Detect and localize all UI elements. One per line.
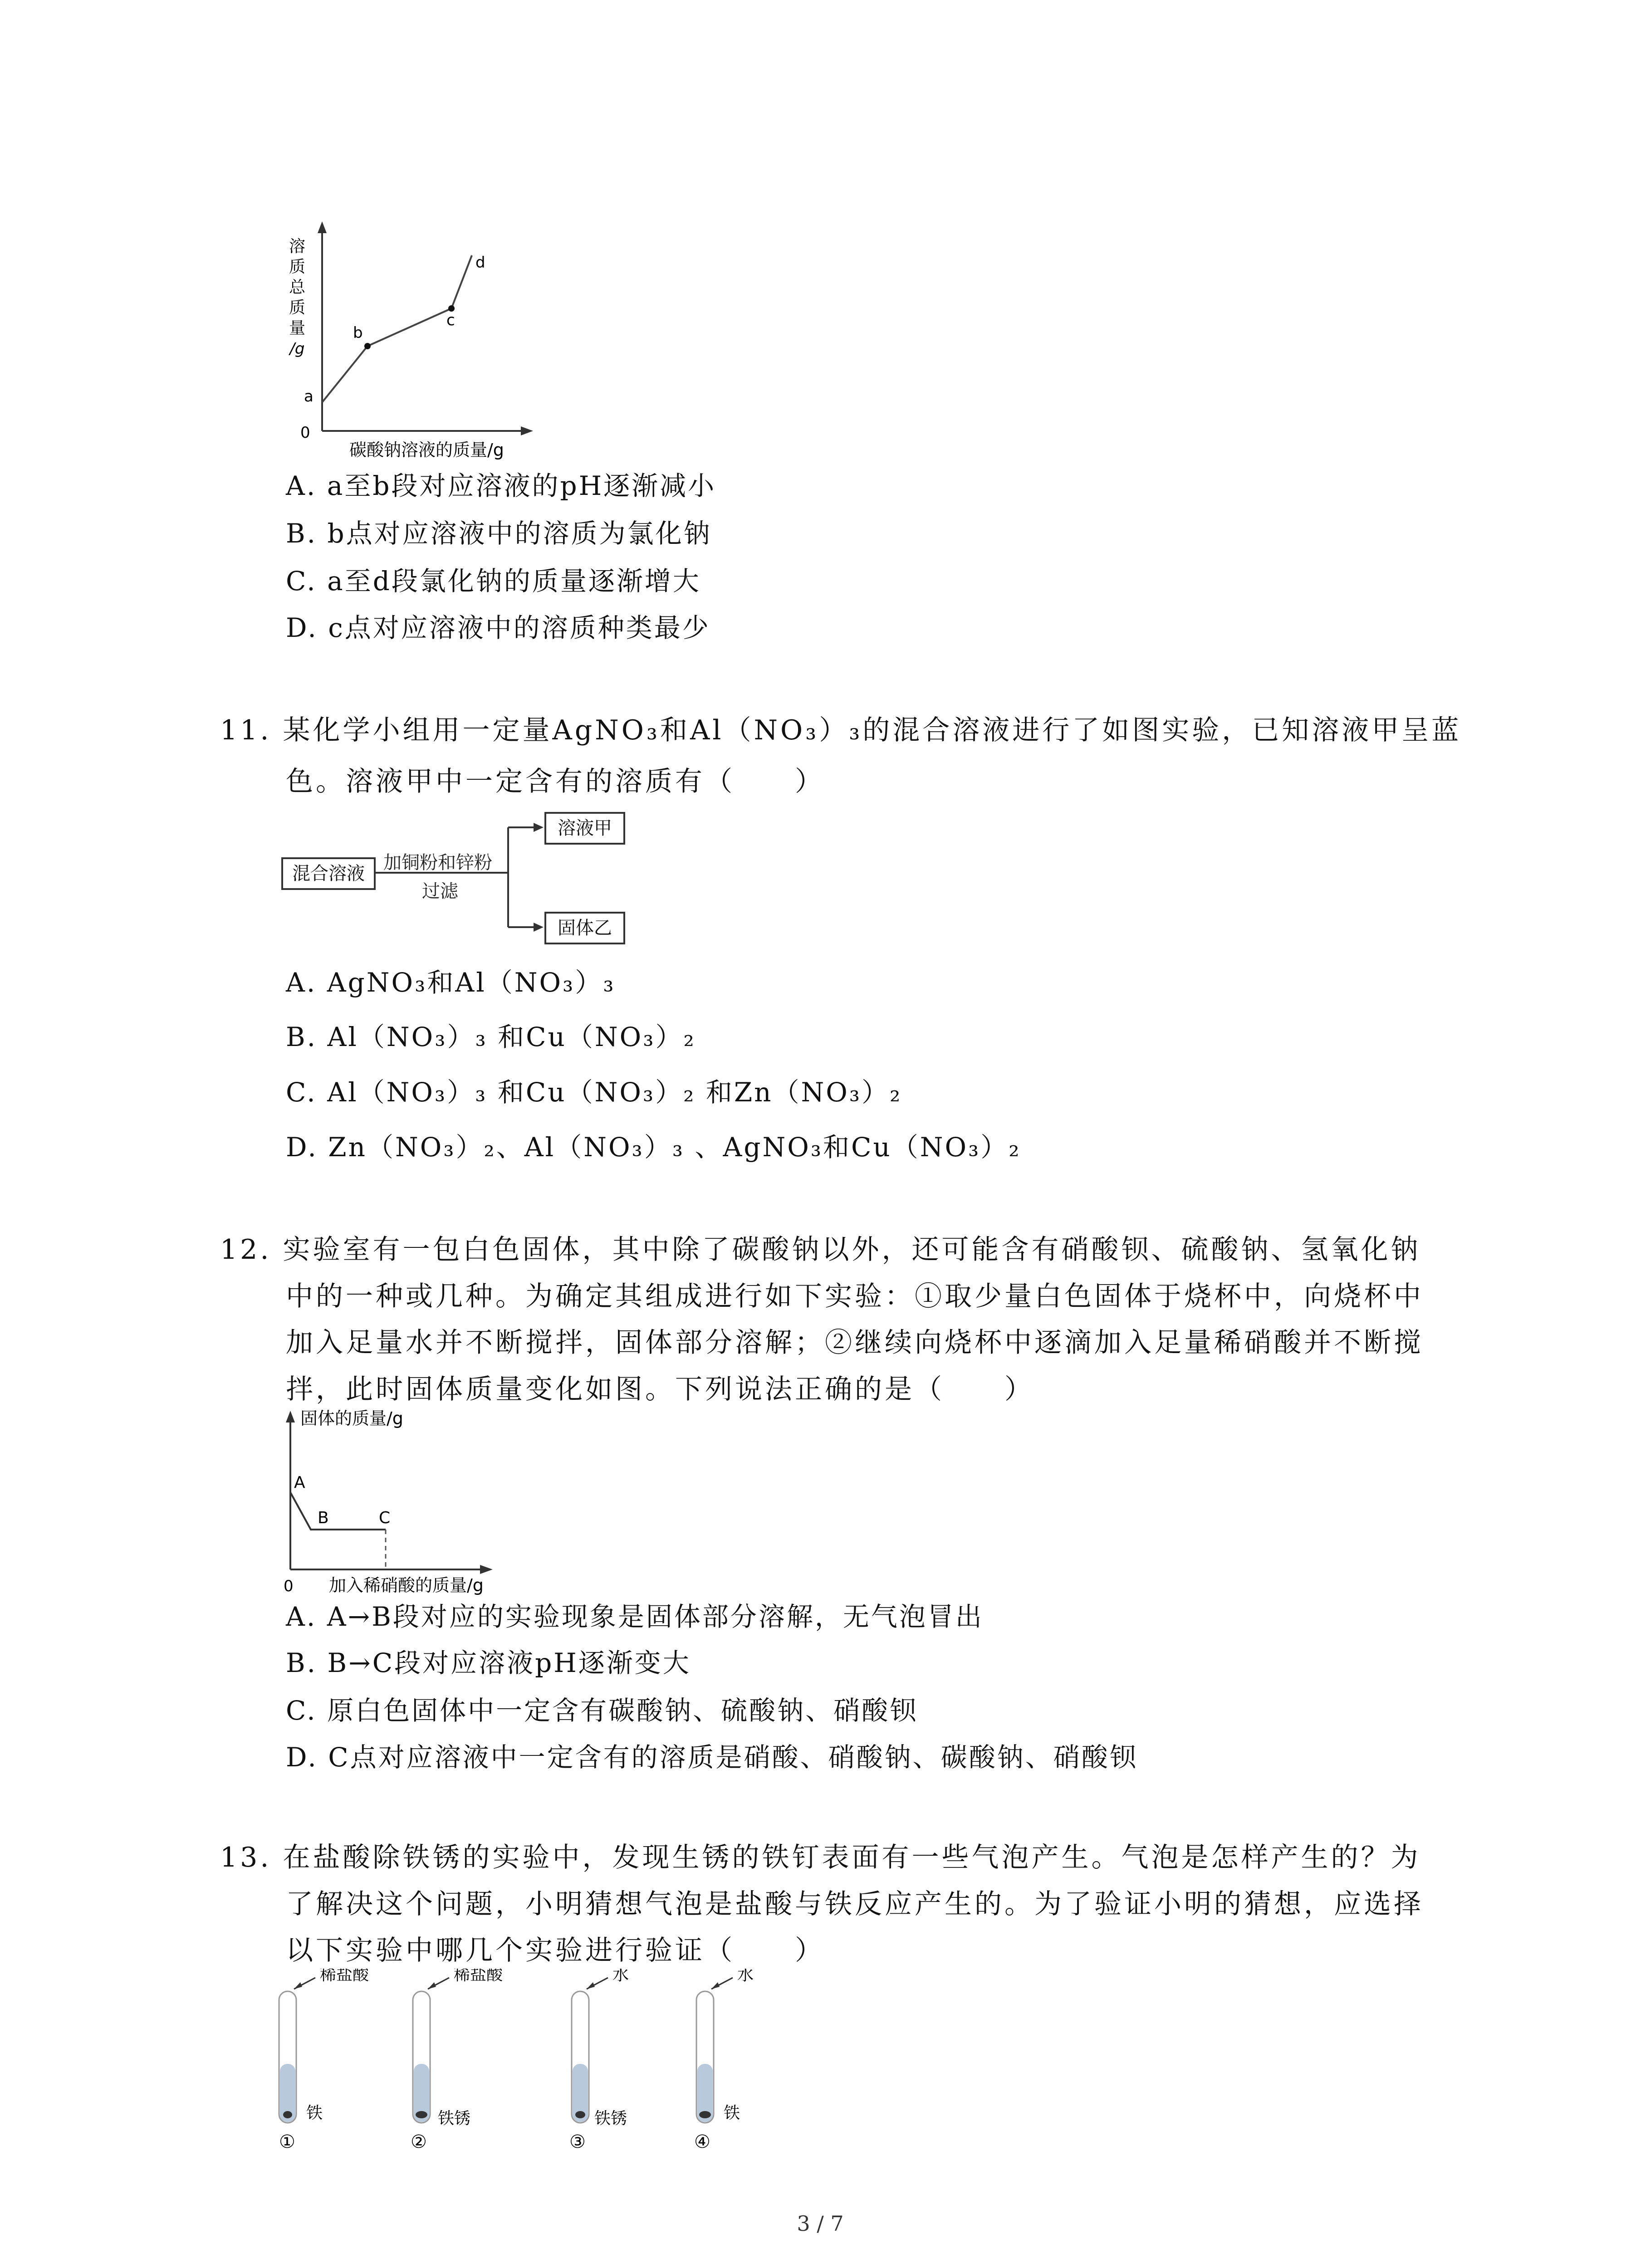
label-add-powder: 加铜粉和锌粉 bbox=[383, 852, 492, 873]
q13-stem-line2: 了解决这个问题，小明猜想气泡是盐酸与铁反应产生的。为了验证小明的猜想，应选择 bbox=[286, 1888, 1424, 1920]
tube4-solid-label: 铁 bbox=[724, 2104, 740, 2122]
q10-option-d: D. c点对应溶液中的溶质种类最少 bbox=[286, 612, 710, 643]
q10-graph bbox=[272, 218, 554, 463]
q12-option-b: B. B→C段对应溶液pH逐渐变大 bbox=[286, 1647, 691, 1678]
point-C-label: C bbox=[379, 1509, 391, 1527]
tube4-liquid-label: 水 bbox=[737, 1969, 754, 1984]
q11-option-a: A. AgNO₃和Al（NO₃）₃ bbox=[286, 967, 616, 998]
page-number: 3 / 7 bbox=[797, 2211, 844, 2236]
q13-stem-line1: 13. 在盐酸除铁锈的实验中，发现生锈的铁钉表面有一些气泡产生。气泡是怎样产生的？为 bbox=[220, 1842, 1421, 1873]
tube1-liquid-label: 稀盐酸 bbox=[320, 1969, 369, 1984]
q13-test-tubes bbox=[254, 1969, 798, 2159]
test-tube-1 bbox=[279, 1969, 369, 2152]
point-B-label: B bbox=[318, 1509, 329, 1527]
q11-flow-arrows bbox=[281, 812, 644, 957]
q11-option-d: D. Zn（NO₃）₂、Al（NO₃）₃ 、AgNO₃和Cu（NO₃）₂ bbox=[286, 1132, 1021, 1163]
tube2-liquid-label: 稀盐酸 bbox=[454, 1969, 503, 1984]
q10-ylabel-1: 溶 bbox=[289, 237, 306, 256]
q10-ylabel-4: 质 bbox=[289, 298, 306, 317]
box-solution-jia: 溶液甲 bbox=[544, 812, 625, 845]
q12-option-a: A. A→B段对应的实验现象是固体部分溶解，无气泡冒出 bbox=[286, 1601, 984, 1632]
tube4-number: ④ bbox=[694, 2131, 710, 2152]
q11-stem-line1: 11. 某化学小组用一定量AgNO₃和Al（NO₃）₃的混合溶液进行了如图实验，已知溶液甲呈蓝 bbox=[220, 714, 1462, 746]
tube1-number: ① bbox=[279, 2131, 295, 2152]
point-d-label: d bbox=[475, 254, 485, 272]
q12-stem-line1: 12. 实验室有一包白色固体，其中除了碳酸钠以外，还可能含有硝酸钡、硫酸钠、氢氧化钠 bbox=[220, 1234, 1421, 1266]
q10-ylabel-2: 质 bbox=[289, 258, 306, 276]
q10-ylabel-5: 量 bbox=[289, 319, 306, 337]
point-A-label: A bbox=[294, 1473, 305, 1492]
label-filter: 过滤 bbox=[422, 881, 458, 902]
point-a-label: a bbox=[304, 387, 314, 406]
q10-option-b: B. b点对应溶液中的溶质为氯化钠 bbox=[286, 518, 712, 549]
q12-ylabel: 固体的质量/g bbox=[300, 1408, 403, 1428]
box-solid-yi: 固体乙 bbox=[544, 912, 625, 944]
q10-ylabel-3: 总 bbox=[289, 278, 306, 297]
test-tube-4 bbox=[694, 1969, 754, 2152]
q13-tubes-svg bbox=[254, 1969, 798, 2159]
tube3-solid-label: 铁锈 bbox=[594, 2109, 627, 2128]
q12-stem-line2: 中的一种或几种。为确定其组成进行如下实验：①取少量白色固体于烧杯中，向烧杯中 bbox=[286, 1281, 1424, 1312]
q10-option-a: A. a至b段对应溶液的pH逐渐减小 bbox=[286, 470, 716, 501]
tube1-solid-label: 铁 bbox=[306, 2104, 323, 2122]
q12-curve bbox=[290, 1492, 386, 1530]
q12-option-d: D. C点对应溶液中一定含有的溶质是硝酸、硝酸钠、碳酸钠、硝酸钡 bbox=[286, 1742, 1138, 1773]
q12-xlabel: 加入稀硝酸的质量/g bbox=[329, 1575, 484, 1595]
tube2-number: ② bbox=[411, 2131, 427, 2152]
q11-stem-line2: 色。溶液甲中一定含有的溶质有（ ） bbox=[286, 766, 825, 797]
q12-stem-line4: 拌，此时固体质量变化如图。下列说法正确的是（ ） bbox=[286, 1374, 1034, 1405]
tube3-number: ③ bbox=[569, 2131, 586, 2152]
point-b-marker bbox=[364, 343, 371, 349]
point-b-label: b bbox=[353, 324, 363, 342]
q11-option-b: B. Al（NO₃）₃ 和Cu（NO₃）₂ bbox=[286, 1022, 696, 1052]
q13-stem-line3: 以下实验中哪几个实验进行验证（ ） bbox=[286, 1935, 825, 1966]
q12-graph bbox=[272, 1406, 526, 1597]
q12-graph-svg bbox=[272, 1406, 526, 1597]
q10-option-c: C. a至d段氯化钠的质量逐渐增大 bbox=[286, 566, 701, 596]
tube2-solid-label: 铁锈 bbox=[438, 2109, 471, 2128]
q11-flow-diagram bbox=[281, 812, 644, 957]
q10-origin: 0 bbox=[300, 424, 310, 442]
point-c-marker bbox=[448, 305, 455, 312]
q10-xlabel: 碳酸钠溶液的质量/g bbox=[349, 440, 504, 460]
q12-origin: 0 bbox=[284, 1577, 294, 1595]
box-mixed-solution: 混合溶液 bbox=[281, 857, 376, 890]
q11-option-c: C. Al（NO₃）₃ 和Cu（NO₃）₂ 和Zn（NO₃）₂ bbox=[286, 1077, 902, 1108]
q12-stem-line3: 加入足量水并不断搅拌，固体部分溶解；②继续向烧杯中逐滴加入足量稀硝酸并不断搅 bbox=[286, 1327, 1424, 1359]
point-c-label: c bbox=[446, 311, 455, 329]
q12-option-c: C. 原白色固体中一定含有碳酸钠、硫酸钠、硝酸钡 bbox=[286, 1695, 918, 1726]
q10-ylabel-6: /g bbox=[289, 340, 305, 358]
tube3-liquid-label: 水 bbox=[612, 1969, 629, 1984]
q10-graph-svg bbox=[272, 218, 554, 463]
test-tube-3 bbox=[569, 1969, 629, 2152]
test-tube-2 bbox=[411, 1969, 503, 2152]
